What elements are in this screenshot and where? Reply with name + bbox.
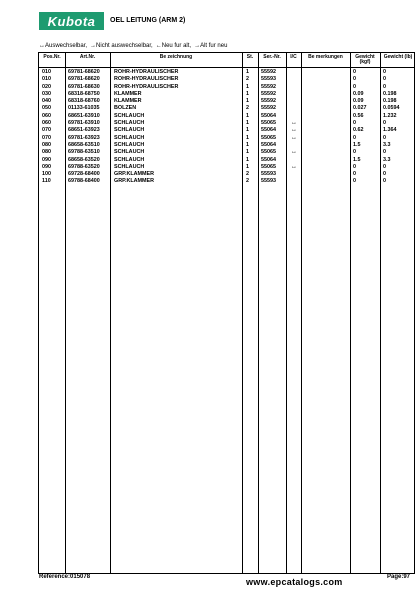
- cell-art: 69788-63520: [68, 163, 100, 170]
- cell-art: 68658-63520: [68, 156, 100, 163]
- cell-art: 68318-68750: [68, 90, 100, 97]
- header-ic: I/C: [290, 54, 297, 60]
- cell-pos: 070: [42, 127, 51, 134]
- cell-st: 1: [246, 127, 249, 134]
- cell-kgf: 0: [353, 171, 356, 178]
- cell-ser: 55065: [261, 149, 276, 156]
- cell-bez: GRP.KLAMMER: [114, 171, 155, 178]
- cell-pos: 030: [42, 90, 51, 97]
- cell-ser: 55592: [261, 83, 276, 90]
- cell-kgf: 0: [353, 134, 356, 141]
- cell-st: 2: [246, 171, 249, 178]
- cell-pos: 010: [42, 69, 51, 75]
- header-lb: Gewicht (lb): [383, 54, 413, 60]
- cell-st: 1: [246, 156, 249, 163]
- cell-lb: 0.198: [383, 90, 397, 97]
- cell-lb: 1.232: [383, 112, 397, 119]
- cell-st: 1: [246, 163, 249, 170]
- cell-pos: 050: [42, 105, 51, 112]
- table-row: [39, 120, 414, 127]
- cell-bez: SCHLAUCH: [114, 112, 145, 119]
- cell-kgf: 0: [353, 163, 356, 170]
- cell-lb: 0: [383, 171, 386, 178]
- table-row: [39, 91, 414, 98]
- legend-exchangeable: ↔Auswechselbar,: [39, 43, 88, 49]
- cell-kgf: 0: [353, 76, 356, 83]
- cell-lb: 0.198: [383, 98, 397, 105]
- cell-kgf: 0: [353, 120, 356, 127]
- cell-ser: 55592: [261, 98, 276, 105]
- cell-lb: 0: [383, 149, 386, 156]
- cell-lb: 0: [383, 83, 386, 90]
- cell-lb: 0: [383, 69, 386, 75]
- cell-kgf: 0.027: [353, 105, 367, 112]
- cell-lb: 0: [383, 178, 386, 185]
- cell-ic: ↔: [291, 120, 297, 127]
- cell-art: 69781-68620: [68, 69, 100, 75]
- legend-not-exchangeable: →Nicht auswechselbar,: [90, 43, 153, 49]
- cell-ic: ↔: [291, 134, 297, 141]
- cell-pos: 070: [42, 134, 51, 141]
- cell-bez: SCHLAUCH: [114, 149, 145, 156]
- cell-st: 2: [246, 76, 249, 83]
- cell-bez: SCHLAUCH: [114, 127, 145, 134]
- header-bem: Be merkungen: [308, 54, 343, 60]
- cell-ser: 55592: [261, 90, 276, 97]
- cell-ser: 55064: [261, 112, 276, 119]
- cell-bez: BOLZEN: [114, 105, 137, 112]
- cell-st: 1: [246, 120, 249, 127]
- cell-bez: KLAMMER: [114, 90, 142, 97]
- cell-ser: 55593: [261, 171, 276, 178]
- page-title: OEL LEITUNG (ARM 2): [110, 17, 186, 24]
- legend: [39, 43, 227, 49]
- table-row: [39, 164, 414, 171]
- cell-ser: 55064: [261, 127, 276, 134]
- cell-pos: 060: [42, 120, 51, 127]
- cell-pos: 090: [42, 156, 51, 163]
- cell-st: 1: [246, 98, 249, 105]
- cell-bez: ROHR-HYDRAULISCHER: [114, 69, 179, 75]
- cell-ser: 55592: [261, 105, 276, 112]
- table-row: [39, 171, 414, 178]
- cell-lb: 3.3: [383, 141, 391, 148]
- cell-pos: 020: [42, 83, 51, 90]
- cell-st: 2: [246, 105, 249, 112]
- page-number: Page:97: [387, 574, 411, 580]
- header-art: Art.Nr.: [79, 54, 96, 60]
- header-pos: Pos.Nr.: [43, 54, 61, 60]
- cell-ser: 55065: [261, 163, 276, 170]
- cell-bez: SCHLAUCH: [114, 134, 145, 141]
- cell-art: 68318-68760: [68, 98, 100, 105]
- cell-pos: 090: [42, 163, 51, 170]
- cell-st: 1: [246, 134, 249, 141]
- cell-ser: 55064: [261, 156, 276, 163]
- cell-art: 69788-68400: [68, 178, 100, 185]
- cell-art: 68658-63510: [68, 141, 100, 148]
- cell-bez: GRP.KLAMMER: [114, 178, 155, 185]
- cell-lb: 3.3: [383, 156, 391, 163]
- header-st: St.: [246, 54, 254, 60]
- cell-st: 1: [246, 90, 249, 97]
- cell-art: 01133-61035: [68, 105, 100, 112]
- watermark-url: www.epcatalogs.com: [246, 577, 343, 587]
- cell-ser: 55065: [261, 120, 276, 127]
- cell-lb: 0: [383, 163, 386, 170]
- cell-art: 69781-63910: [68, 120, 100, 127]
- header-kgf: Gewicht (kgf): [355, 54, 375, 65]
- cell-bez: KLAMMER: [114, 98, 142, 105]
- table-row: [39, 142, 414, 149]
- cell-st: 1: [246, 141, 249, 148]
- cell-st: 1: [246, 112, 249, 119]
- cell-art: 69781-63923: [68, 134, 100, 141]
- parts-table: [38, 52, 415, 574]
- cell-ser: 55592: [261, 69, 276, 75]
- cell-art: 69788-63510: [68, 149, 100, 156]
- cell-pos: 100: [42, 171, 51, 178]
- cell-bez: ROHR-HYDRAULISCHER: [114, 76, 179, 83]
- cell-art: 68651-63910: [68, 112, 100, 119]
- cell-pos: 060: [42, 112, 51, 119]
- cell-ic: ↔: [291, 163, 297, 170]
- cell-art: 69781-68630: [68, 83, 100, 90]
- cell-ser: 55593: [261, 76, 276, 83]
- cell-st: 1: [246, 149, 249, 156]
- cell-st: 1: [246, 69, 249, 75]
- table-row: [39, 84, 414, 91]
- cell-art: 69728-68400: [68, 171, 100, 178]
- cell-lb: 0.0594: [383, 105, 400, 112]
- table-body: [39, 69, 414, 186]
- table-row: [39, 178, 414, 185]
- cell-pos: 040: [42, 98, 51, 105]
- cell-bez: ROHR-HYDRAULISCHER: [114, 83, 179, 90]
- cell-kgf: 0.56: [353, 112, 364, 119]
- cell-lb: 0: [383, 76, 386, 83]
- cell-kgf: 0: [353, 178, 356, 185]
- cell-ic: ↔: [291, 127, 297, 134]
- table-row: [39, 149, 414, 156]
- cell-kgf: 0: [353, 69, 356, 75]
- legend-old-for-new: →Alt fur neu: [194, 43, 228, 49]
- cell-lb: 1.364: [383, 127, 397, 134]
- kubota-logo: [39, 12, 104, 30]
- reference-number: Reference:015078: [39, 574, 91, 580]
- cell-pos: 080: [42, 149, 51, 156]
- table-row: [39, 135, 414, 142]
- cell-pos: 110: [42, 178, 51, 185]
- cell-st: 2: [246, 178, 249, 185]
- table-header: [39, 53, 414, 68]
- cell-ic: ↔: [291, 149, 297, 156]
- table-row: [39, 105, 414, 112]
- legend-new-for-old: ←Neu fur alt,: [155, 43, 192, 49]
- table-row: [39, 127, 414, 134]
- header-ser: Ser.-Nr.: [263, 54, 281, 60]
- table-row: [39, 113, 414, 120]
- cell-kgf: 0: [353, 149, 356, 156]
- cell-st: 1: [246, 83, 249, 90]
- cell-lb: 0: [383, 134, 386, 141]
- cell-pos: 080: [42, 141, 51, 148]
- cell-kgf: 1.5: [353, 141, 361, 148]
- cell-kgf: 1.5: [353, 156, 361, 163]
- table-row: [39, 98, 414, 105]
- cell-ser: 55593: [261, 178, 276, 185]
- cell-bez: SCHLAUCH: [114, 120, 145, 127]
- cell-ser: 55064: [261, 141, 276, 148]
- cell-lb: 0: [383, 120, 386, 127]
- table-row: [39, 76, 414, 83]
- cell-kgf: 0: [353, 83, 356, 90]
- cell-art: 68651-63923: [68, 127, 100, 134]
- cell-kgf: 0.62: [353, 127, 364, 134]
- cell-bez: SCHLAUCH: [114, 141, 145, 148]
- cell-art: 69781-68620: [68, 76, 100, 83]
- cell-kgf: 0.09: [353, 90, 364, 97]
- header-bez: Be zeichnung: [159, 54, 193, 60]
- cell-bez: SCHLAUCH: [114, 163, 145, 170]
- logo-text: Kubota: [47, 13, 96, 29]
- cell-kgf: 0.09: [353, 98, 364, 105]
- table-row: [39, 157, 414, 164]
- cell-ser: 55065: [261, 134, 276, 141]
- table-row: [39, 69, 414, 76]
- cell-pos: 010: [42, 76, 51, 83]
- cell-bez: SCHLAUCH: [114, 156, 145, 163]
